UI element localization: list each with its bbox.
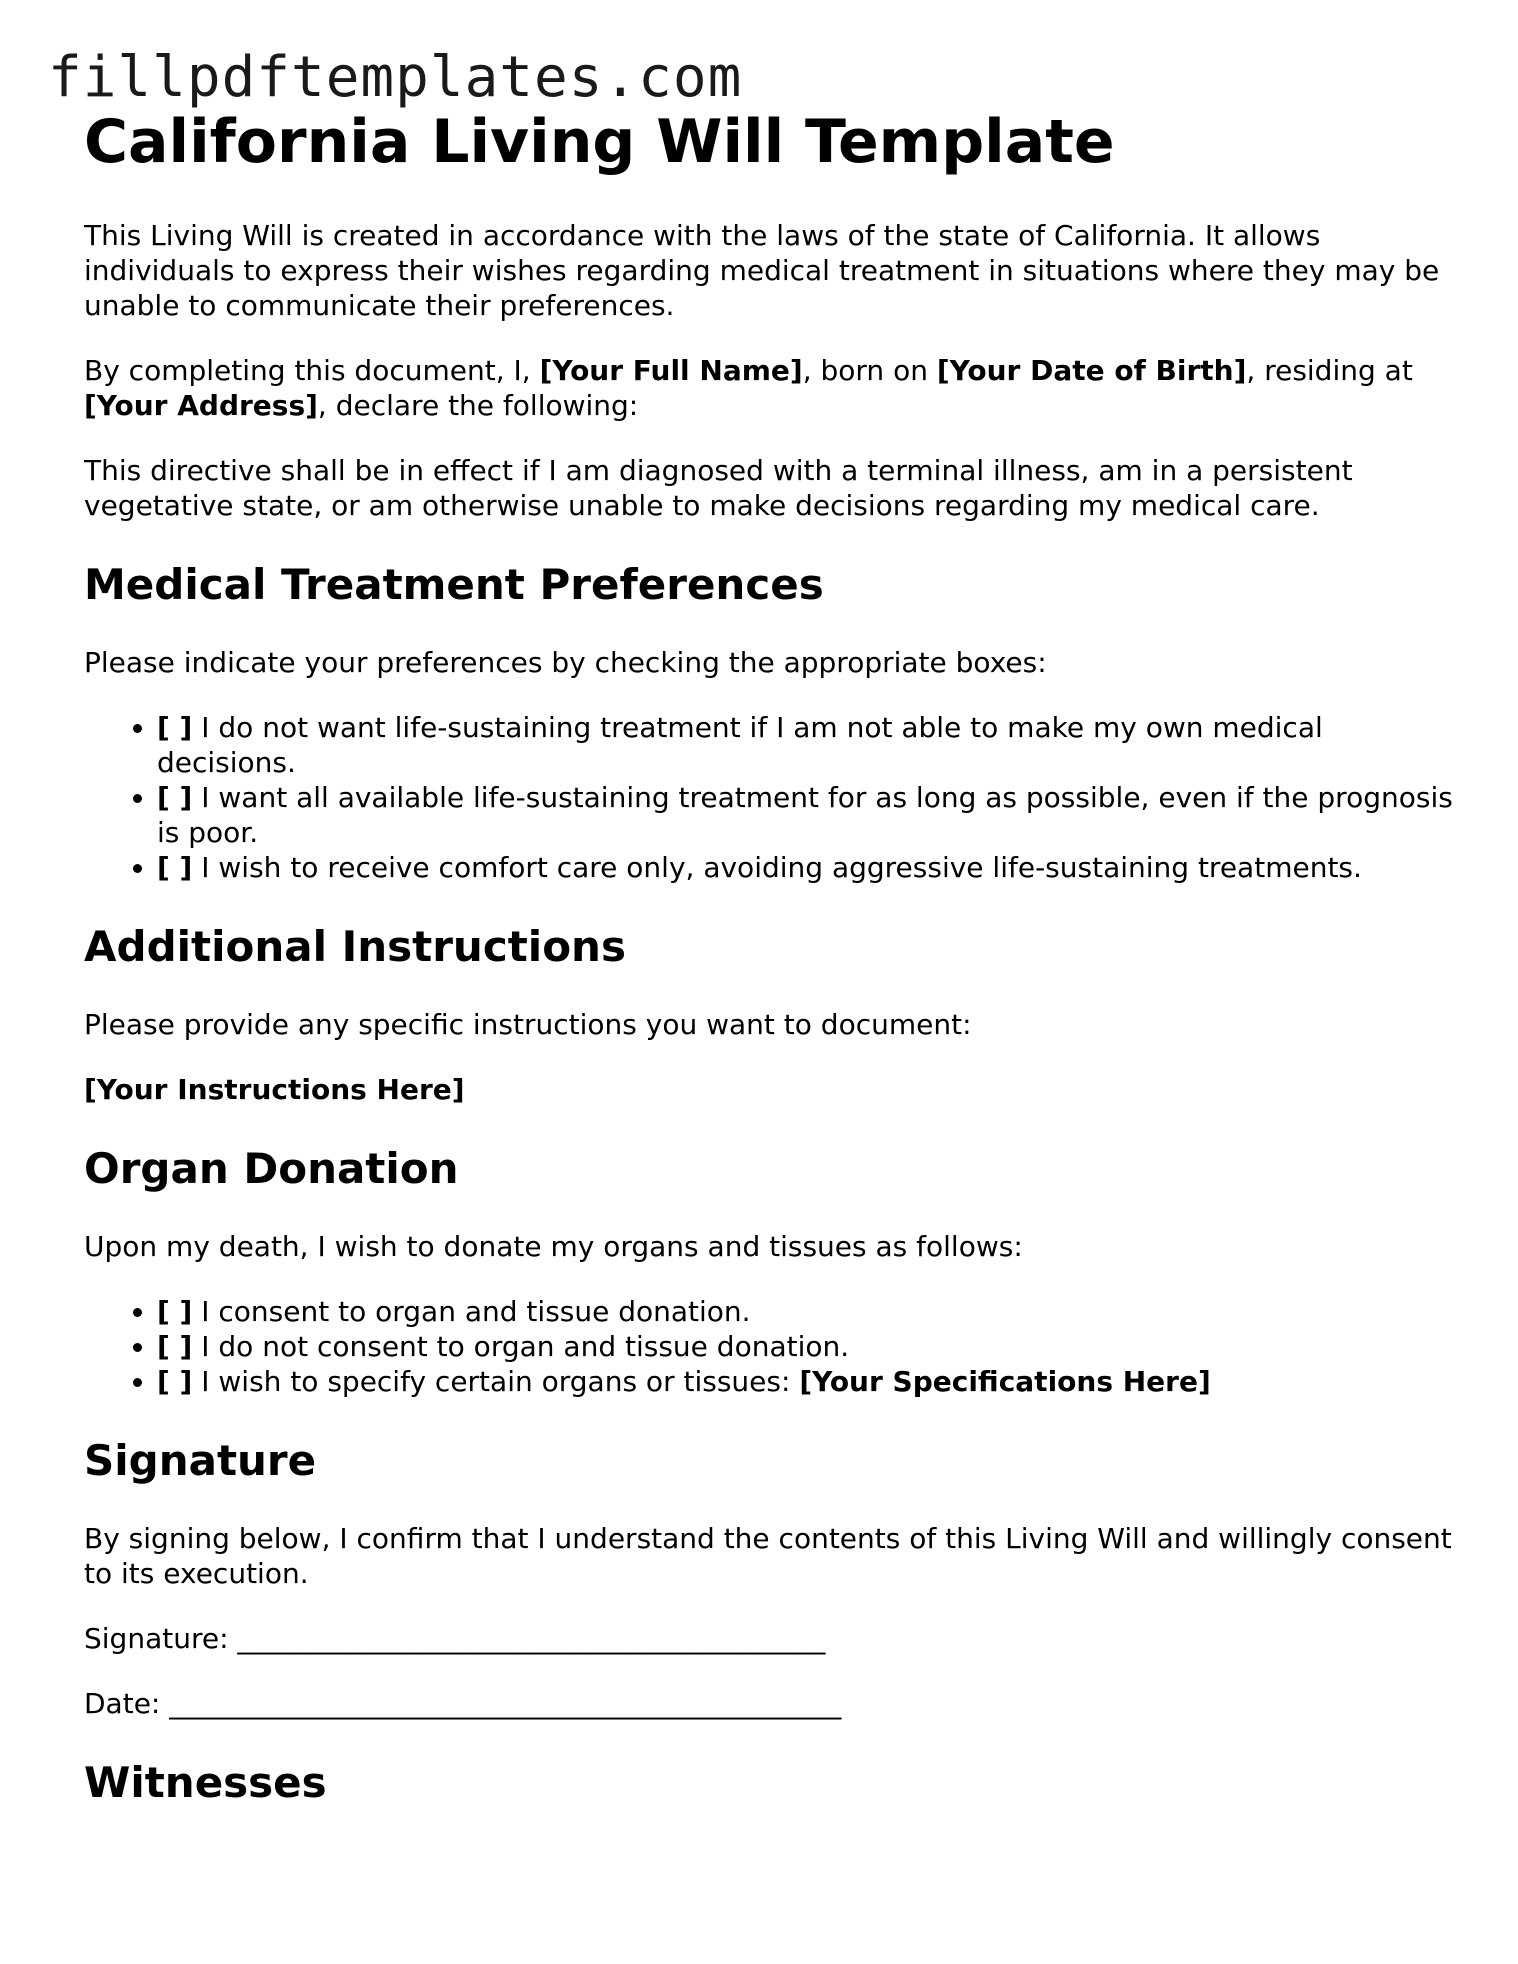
checkbox-no-consent-donation[interactable]: [ ] — [157, 1330, 193, 1363]
list-item-text: I do not want life-sustaining treatment if I am not able to make my own medical decisions. — [157, 711, 1323, 779]
witnesses-heading: Witnesses — [84, 1758, 327, 1807]
declaration-text-2: , born on — [802, 354, 937, 387]
additional-instructions-prompt: Please provide any specific instructions you want to document: — [84, 1008, 972, 1041]
declaration-text-1: By completing this document, I, — [84, 354, 540, 387]
list-item — [157, 780, 1464, 850]
medical-preferences-instruction: Please indicate your preferences by checking the appropriate boxes: — [84, 646, 1047, 679]
list-item — [157, 850, 1464, 885]
medical-preferences-list — [84, 710, 1464, 885]
date-of-birth-field[interactable]: [Your Date of Birth] — [936, 354, 1247, 387]
list-item-text: I consent to organ and tissue donation. — [192, 1295, 751, 1328]
list-item — [157, 1364, 1464, 1399]
list-item-text: I do not consent to organ and tissue donation. — [192, 1330, 850, 1363]
checkbox-no-life-sustaining[interactable]: [ ] — [157, 711, 193, 744]
site-watermark: fillpdftemplates.com — [48, 45, 743, 110]
specifications-field[interactable]: [Your Specifications Here] — [799, 1365, 1211, 1398]
instructions-placeholder: [Your Instructions Here] — [84, 1073, 465, 1106]
intro-paragraph: This Living Will is created in accordance with the laws of the state of California. It allows individuals to express their wishes regarding medical treatment in situations where they may be unable to communicate their preferences. — [84, 219, 1440, 322]
document-body — [84, 104, 1464, 1811]
date-line[interactable]: Date: ________________________________________________ — [84, 1687, 842, 1720]
page-title: California Living Will Template — [84, 107, 1115, 177]
organ-donation-heading: Organ Donation — [84, 1144, 459, 1193]
list-item — [157, 1329, 1464, 1364]
list-item — [157, 1294, 1464, 1329]
list-item-text: I want all available life-sustaining treatment for as long as possible, even if the prognosis is poor. — [157, 781, 1453, 849]
full-name-field[interactable]: [Your Full Name] — [539, 354, 803, 387]
list-item-text: I wish to specify certain organs or tissues: — [192, 1365, 800, 1398]
address-field[interactable]: [Your Address] — [84, 389, 318, 422]
checkbox-all-life-sustaining[interactable]: [ ] — [157, 781, 193, 814]
checkbox-comfort-care[interactable]: [ ] — [157, 851, 193, 884]
declaration-text-4: , declare the following: — [317, 389, 639, 422]
effect-paragraph: This directive shall be in effect if I am diagnosed with a terminal illness, am in a persistent vegetative state, or am otherwise unable to make decisions regarding my medical care. — [84, 454, 1353, 522]
signature-line[interactable]: Signature: __________________________________________ — [84, 1622, 826, 1655]
checkbox-consent-donation[interactable]: [ ] — [157, 1295, 193, 1328]
instructions-field[interactable] — [84, 1072, 1464, 1107]
checkbox-specify-organs[interactable]: [ ] — [157, 1365, 193, 1398]
declaration-text-3: , residing at — [1246, 354, 1413, 387]
list-item — [157, 710, 1464, 780]
signature-heading: Signature — [84, 1436, 317, 1485]
signature-statement: By signing below, I confirm that I understand the contents of this Living Will and willingly consent to its execution. — [84, 1522, 1452, 1590]
organ-donation-instruction: Upon my death, I wish to donate my organs and tissues as follows: — [84, 1230, 1023, 1263]
list-item-text: I wish to receive comfort care only, avoiding aggressive life-sustaining treatments. — [192, 851, 1362, 884]
declaration-paragraph — [84, 353, 1464, 423]
organ-donation-list — [84, 1294, 1464, 1399]
additional-instructions-heading: Additional Instructions — [84, 922, 626, 971]
medical-preferences-heading: Medical Treatment Preferences — [84, 560, 824, 609]
